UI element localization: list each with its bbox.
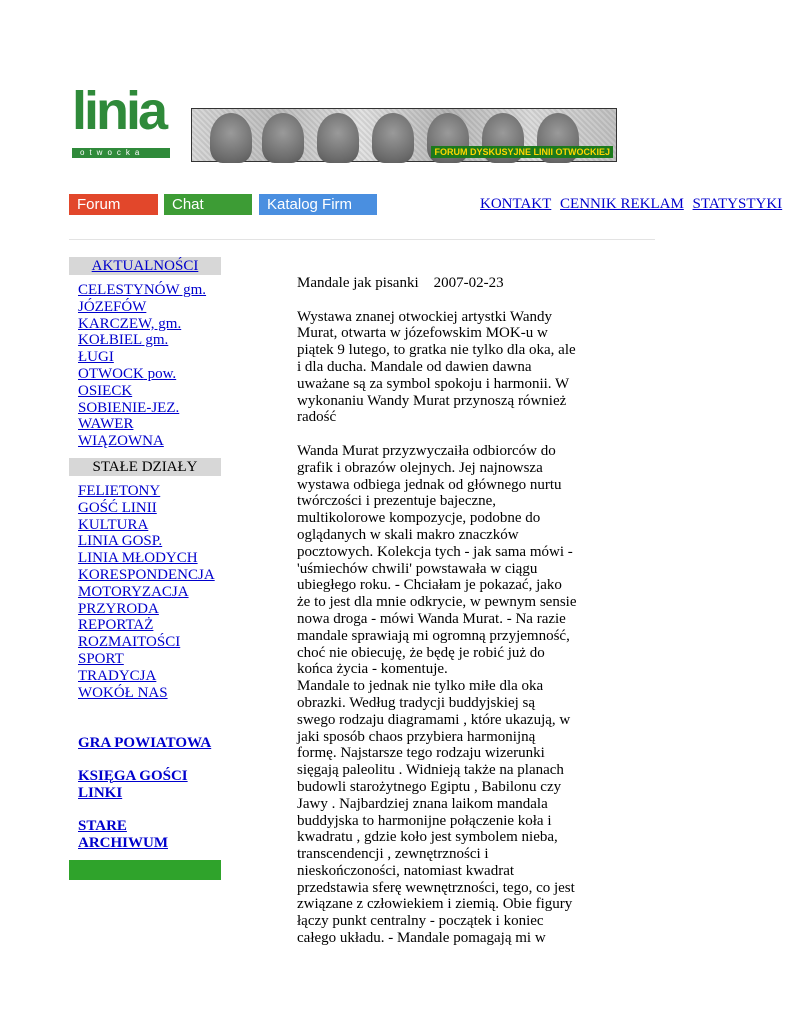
region-suffix-link[interactable]: pow. [143,365,177,382]
gra-powiatowa-link[interactable]: GRA POWIATOWA [78,735,212,751]
list-item [78,332,206,349]
section-link[interactable]: MOTORYZACJA [78,583,189,600]
section-link[interactable]: KORESPONDENCJA [78,566,215,583]
aktualnosci-link[interactable]: AKTUALNOŚCI [91,258,199,274]
region-suffix-link[interactable]: gm. [179,282,207,298]
section-link[interactable]: GOŚĆ LINII [78,499,157,516]
region-suffix-link[interactable]: gm. [141,332,169,349]
section-link[interactable]: PRZYRODA [78,600,159,617]
list-item [78,282,206,299]
banner-tag: FORUM DYSKUSYJNE LINII OTWOCKIEJ [431,146,613,158]
forum-button[interactable]: Forum [69,194,158,215]
section-link[interactable]: REPORTAŻ [78,617,154,634]
article-paragraph: Mandale to jednak nie tylko miłe dla oka obrazki. Według tradycji buddyjskiej są swego rodzaju diagramami , które ukazują, w jaki sposób chaos przybiera harmonijną formę. Najstarsze tego rodzaju wizerunki sięgają paleolitu . Widnieją także na planach budowli starożytnego Egiptu , Babilonu czy Jawy . Najbardziej znana laikom mandala buddyjska to harmonijne połączenie koła i kwadratu , gdzie koło jest symbolem nieba, transcendencji , zewnętrzności i nieskończoności, natomiast kwadrat przedstawia sferę wewnętrzności, tego, co jest związane z człowiekiem i ziemią. Obie figury łączy punkt centralny - początek i koniec całego układu. - Mandale pomagają mi w [297,678,575,947]
ksiega-gosci-link[interactable]: KSIĘGA GOŚCI [78,768,188,784]
region-link[interactable]: ŁUGI [78,349,114,366]
logo-subtitle: otwocka [80,148,145,157]
list-item [78,349,206,366]
stare-archiwum-link[interactable] [78,818,168,852]
section-link[interactable]: LINIA MŁODYCH [78,550,198,567]
section-link[interactable]: TRADYCJA [78,667,157,684]
section-link[interactable]: LINIA GOSP. [78,533,163,550]
forum-banner[interactable] [191,108,617,162]
section-link[interactable]: FELIETONY [78,483,161,499]
stare-label: STARE [78,818,127,834]
statystyki-link[interactable]: STATYSTYKI [692,196,783,212]
region-link[interactable]: CELESTYNÓW [78,282,180,298]
region-link[interactable]: OSIECK [78,382,133,399]
region-link[interactable]: WAWER [78,416,134,433]
chat-button[interactable]: Chat [164,194,252,215]
list-item [78,383,206,400]
region-link[interactable]: KOŁBIEL [78,332,142,349]
region-link[interactable]: SOBIENIE-JEZ. [78,399,180,416]
logo-word: linia [72,81,166,141]
region-suffix-link[interactable]: gm. [154,315,182,332]
article-paragraph: Wanda Murat przyzwyczaiła odbiorców do grafik i obrazów olejnych. Jej najnowsza wystawa odbiega jednak od głównego nurtu twórczości i prezentuje bajeczne, multikolorowe kompozycje, podobne do oglądanych w skali makro znaczków pocztowych. Kolekcja tych - jak sama mówi - 'uśmiechów chwili' powstawała w ciągu ubiegłego roku. - Chciałam je pokazać, jako że to jest dla mnie odkrycie, w pewnym sensie nowa droga - mówi Wanda Murat. - Na razie mandale sprawiają mi ogromną przyjemność, choć nie obiecuję, że będę je robić już do końca życia - komentuje. [297,442,577,678]
section-link[interactable]: KULTURA [78,516,149,533]
list-item [78,400,206,417]
archiwum-label: ARCHIWUM [78,835,168,851]
ksiega-gosci-item [78,768,188,785]
header-divider [69,239,655,240]
linia-otwocka-logo[interactable] [72,81,170,160]
sidebar-green-block [69,860,221,880]
article [297,275,577,947]
stare-archiwum-item [78,818,168,852]
article-title: Mandale jak pisanki [297,275,419,291]
stale-dzialy-heading: STAŁE DZIAŁY [69,458,221,476]
list-item [78,299,206,316]
stale-dzialy-list [78,483,215,701]
linki-link[interactable]: LINKI [78,785,123,801]
list-item [78,416,206,433]
aktualnosci-heading[interactable] [69,257,221,275]
cennik-reklam-link[interactable]: CENNIK REKLAM [560,196,684,212]
list-item [78,433,206,450]
katalog-firm-button[interactable]: Katalog Firm [259,194,377,215]
aktualnosci-list [78,282,206,450]
article-header [297,275,577,292]
section-link[interactable]: SPORT [78,650,124,667]
section-link[interactable]: ROZMAITOŚCI [78,634,181,651]
article-paragraph: Wystawa znanej otwockiej artystki Wandy Murat, otwarta w józefowskim MOK-u w piątek 9 lutego, to gratka nie tylko dla oka, ale i dla ducha. Mandale od dawien dawna uważane są za symbol spokoju i harmonii. W wykonaniu Wandy Murat przynoszą również radość [297,308,576,426]
region-link[interactable]: JÓZEFÓW [78,298,147,315]
region-link[interactable]: WIĄZOWNA [78,433,164,450]
gra-powiatowa-item [78,735,211,752]
section-link[interactable]: WOKÓŁ NAS [78,684,168,701]
list-item [78,366,206,383]
region-link[interactable]: OTWOCK [78,365,144,382]
top-links [480,196,787,213]
article-date: 2007-02-23 [433,275,504,291]
region-link[interactable]: KARCZEW, [78,315,155,332]
kontakt-link[interactable]: KONTAKT [480,196,552,212]
linki-item [78,785,122,802]
list-item [78,316,206,333]
